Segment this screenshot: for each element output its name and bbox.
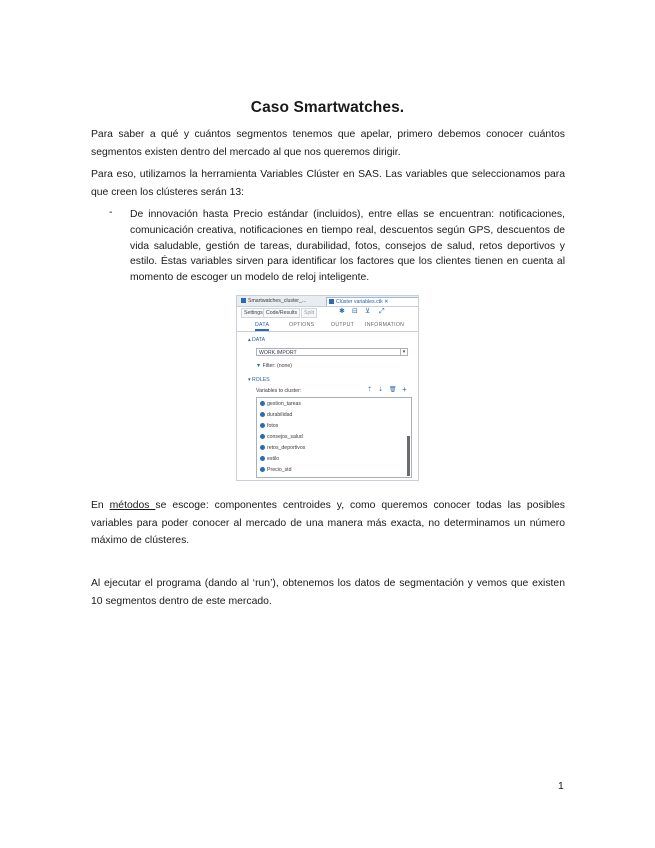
tab-cluster-variables[interactable]: Clúster variables.ctk ✕ [326, 297, 419, 306]
tab-information[interactable]: INFORMATION [365, 322, 405, 328]
table-browse-icon[interactable]: ▾ [400, 348, 408, 356]
filter-icon: ▼ [256, 363, 262, 369]
editor-tab-bar [237, 296, 418, 307]
intro-paragraph: Para saber a qué y cuántos segmentos tenemos que apelar, primero debemos conocer cuántos segmentos existen dentro del mercado al que nos queremos dirigir. [91, 129, 565, 158]
variables-list[interactable] [256, 397, 412, 478]
page-title: Caso Smartwatches. [250, 99, 405, 116]
variable-actions [367, 386, 412, 394]
variable-name: durabilidad [267, 412, 293, 418]
list-item[interactable] [260, 455, 279, 463]
numeric-variable-icon [260, 445, 265, 450]
method-paragraph: Para eso, utilizamos la herramienta Variables Clúster en SAS. Las variables que seleccionamos para que creen los clústeres serán 13: [91, 169, 565, 198]
variable-name: retos_deportivos [267, 445, 306, 451]
task-icon [329, 299, 334, 304]
variables-label: Variables to cluster: [256, 388, 302, 394]
variable-name: gestion_tareas [267, 401, 302, 407]
task-subtabs [237, 320, 418, 332]
numeric-variable-icon [260, 412, 265, 417]
task-toolbar [241, 308, 416, 317]
expand-icon[interactable]: ⤢ [379, 308, 385, 315]
list-item[interactable] [260, 400, 301, 408]
variables-bullet: De innovación hasta Precio estándar (incluidos), entre ellas se encuentran: notificaciones, comunicación creativa, notificaciones en tiempo real, descuentos según GPS, descuentos de vida saludable, gestión de tareas, durabilidad, fotos, consejos de salud, retos deportivos y estilo. Éstas variables sirven para identificar los factores que los clientes tienen en cuenta al momento de escoger un modelo de reloj inteligente. [130, 209, 565, 284]
tab-label: Smartwatches_cluster_... [248, 298, 307, 304]
paragraph-rest: se escoge: componentes centroides y, como queremos conocer todas las posibles variables para poder conocer al mercado de una manera más exacta, no determinamos un número máximo de clústeres. [91, 500, 565, 546]
roles-section-header[interactable]: ▾ ROLES [248, 377, 270, 383]
save-icon[interactable]: ⊟ [352, 308, 358, 315]
tab-label: Clúster variables.ctk [336, 299, 383, 305]
numeric-variable-icon [260, 456, 265, 461]
numeric-variable-icon [260, 467, 265, 472]
section-label: ROLES [252, 377, 270, 383]
variable-name: fotos [267, 423, 279, 429]
sas-screenshot [236, 295, 419, 481]
settings-button[interactable]: Settings [241, 308, 266, 318]
split-button[interactable]: Split [301, 308, 317, 318]
list-item[interactable] [260, 466, 292, 474]
list-item[interactable] [260, 444, 305, 452]
paragraph-prefix: En [91, 500, 110, 511]
data-section-header[interactable]: ▴ DATA [248, 337, 266, 343]
delete-icon[interactable]: 🗑 [389, 387, 397, 393]
tab-data[interactable]: DATA [255, 322, 269, 331]
variable-name: Precio_std [267, 467, 292, 473]
page-number: 1 [558, 781, 564, 792]
run-icon[interactable]: ✱ [339, 308, 345, 315]
list-item[interactable] [260, 422, 278, 430]
program-icon [241, 298, 246, 303]
methods-paragraph [91, 497, 565, 550]
metodos-underlined: métodos [109, 500, 156, 511]
bullet-marker: - [109, 207, 113, 218]
results-paragraph: Al ejecutar el programa (dando al ‘run’), obtenemos los datos de segmentación y vemos que existen 10 segmentos dentro de este mercado. [91, 578, 565, 607]
chart-icon[interactable]: ⊻ [365, 308, 371, 315]
list-item[interactable] [260, 411, 292, 419]
dataset-select[interactable]: WORK.IMPORT [256, 348, 401, 356]
code-results-button[interactable]: Code/Results [263, 308, 300, 318]
move-down-icon[interactable]: ⇣ [378, 387, 384, 393]
add-icon[interactable]: + [402, 385, 407, 394]
filter-label: Filter: (none) [262, 363, 292, 369]
tab-options[interactable]: OPTIONS [289, 322, 315, 328]
tab-output[interactable]: OUTPUT [331, 322, 355, 328]
numeric-variable-icon [260, 401, 265, 406]
variable-name: consejos_salud [267, 434, 303, 440]
move-up-icon[interactable]: ⇡ [367, 387, 373, 393]
list-scrollbar[interactable] [407, 436, 410, 476]
list-item[interactable] [260, 433, 303, 441]
filter-link[interactable] [256, 363, 292, 369]
section-label: DATA [252, 337, 266, 343]
numeric-variable-icon [260, 423, 265, 428]
variable-name: estilo [267, 456, 280, 462]
numeric-variable-icon [260, 434, 265, 439]
tab-smartwatches[interactable] [239, 297, 327, 305]
